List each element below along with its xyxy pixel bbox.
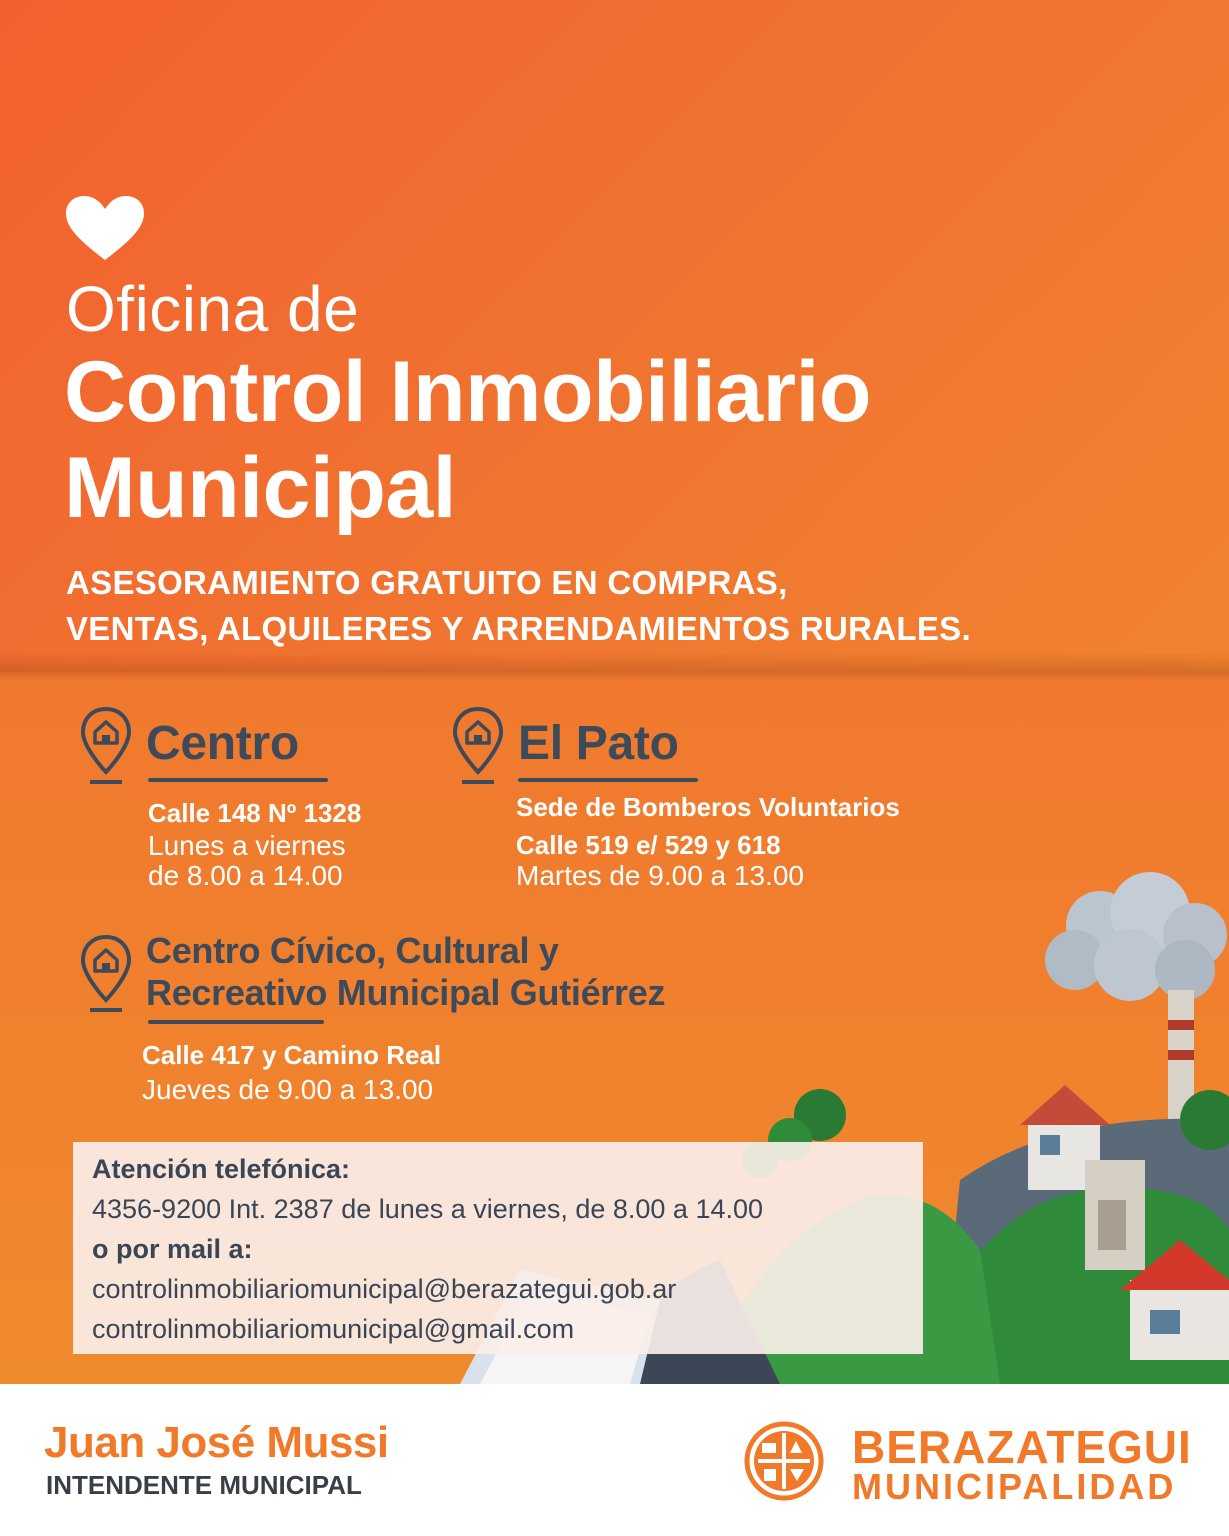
location-pin-icon [452,706,504,786]
mayor-name: Juan José Mussi [44,1418,389,1467]
subtitle [66,560,971,652]
location-address: Calle 417 y Camino Real [142,1040,442,1070]
brand-name: BERAZATEGUI [852,1421,1192,1473]
subtitle-line-1: ASESORAMIENTO GRATUITO EN COMPRAS, [66,564,788,601]
location-title-el-pato: El Pato [518,717,679,770]
location-pin-icon [80,934,132,1014]
location-title-line-2: Recreativo Municipal Gutiérrez [146,972,666,1013]
location-title-centro: Centro [146,717,299,770]
email-link-1[interactable]: controlinmobiliariomunicipal@berazategui.gob.ar [92,1274,677,1304]
pretitle: Oficina de [66,273,360,345]
email-link-2[interactable]: controlinmobiliariomunicipal@gmail.com [92,1314,575,1344]
municipal-shield-icon [744,1421,824,1501]
page-title [64,344,871,536]
brand-subtitle: MUNICIPALIDAD [852,1466,1177,1507]
location-pin-icon [80,706,132,786]
location-address: Calle 148 Nº 1328 [148,798,362,828]
location-title-gutierrez [146,930,665,1014]
location-underline [148,1020,324,1024]
cloud-shape [1045,872,1227,1001]
phone-label: Atención telefónica: [92,1154,351,1184]
heart-icon [66,196,144,262]
phone-text: 4356-9200 Int. 2387 de lunes a viernes, de 8.00 a 14.00 [92,1194,764,1224]
location-hours: de 8.00 a 14.00 [148,860,343,891]
mayor-role: INTENDENTE MUNICIPAL [46,1470,362,1500]
title-line-1: Control Inmobiliario [64,344,871,440]
location-venue: Sede de Bomberos Voluntarios [516,792,900,822]
title-line-2: Municipal [64,440,457,536]
location-underline [518,778,698,782]
location-days: Lunes a viernes [148,830,346,861]
mail-label: o por mail a: [92,1234,253,1264]
location-title-line-1: Centro Cívico, Cultural y [146,930,559,971]
subtitle-line-2: VENTAS, ALQUILERES Y ARRENDAMIENTOS RURALES. [66,610,971,647]
location-underline [148,778,328,782]
location-address: Calle 519 e/ 529 y 618 [516,830,781,860]
location-hours: Jueves de 9.00 a 13.00 [142,1074,434,1105]
location-hours: Martes de 9.00 a 13.00 [516,860,804,891]
